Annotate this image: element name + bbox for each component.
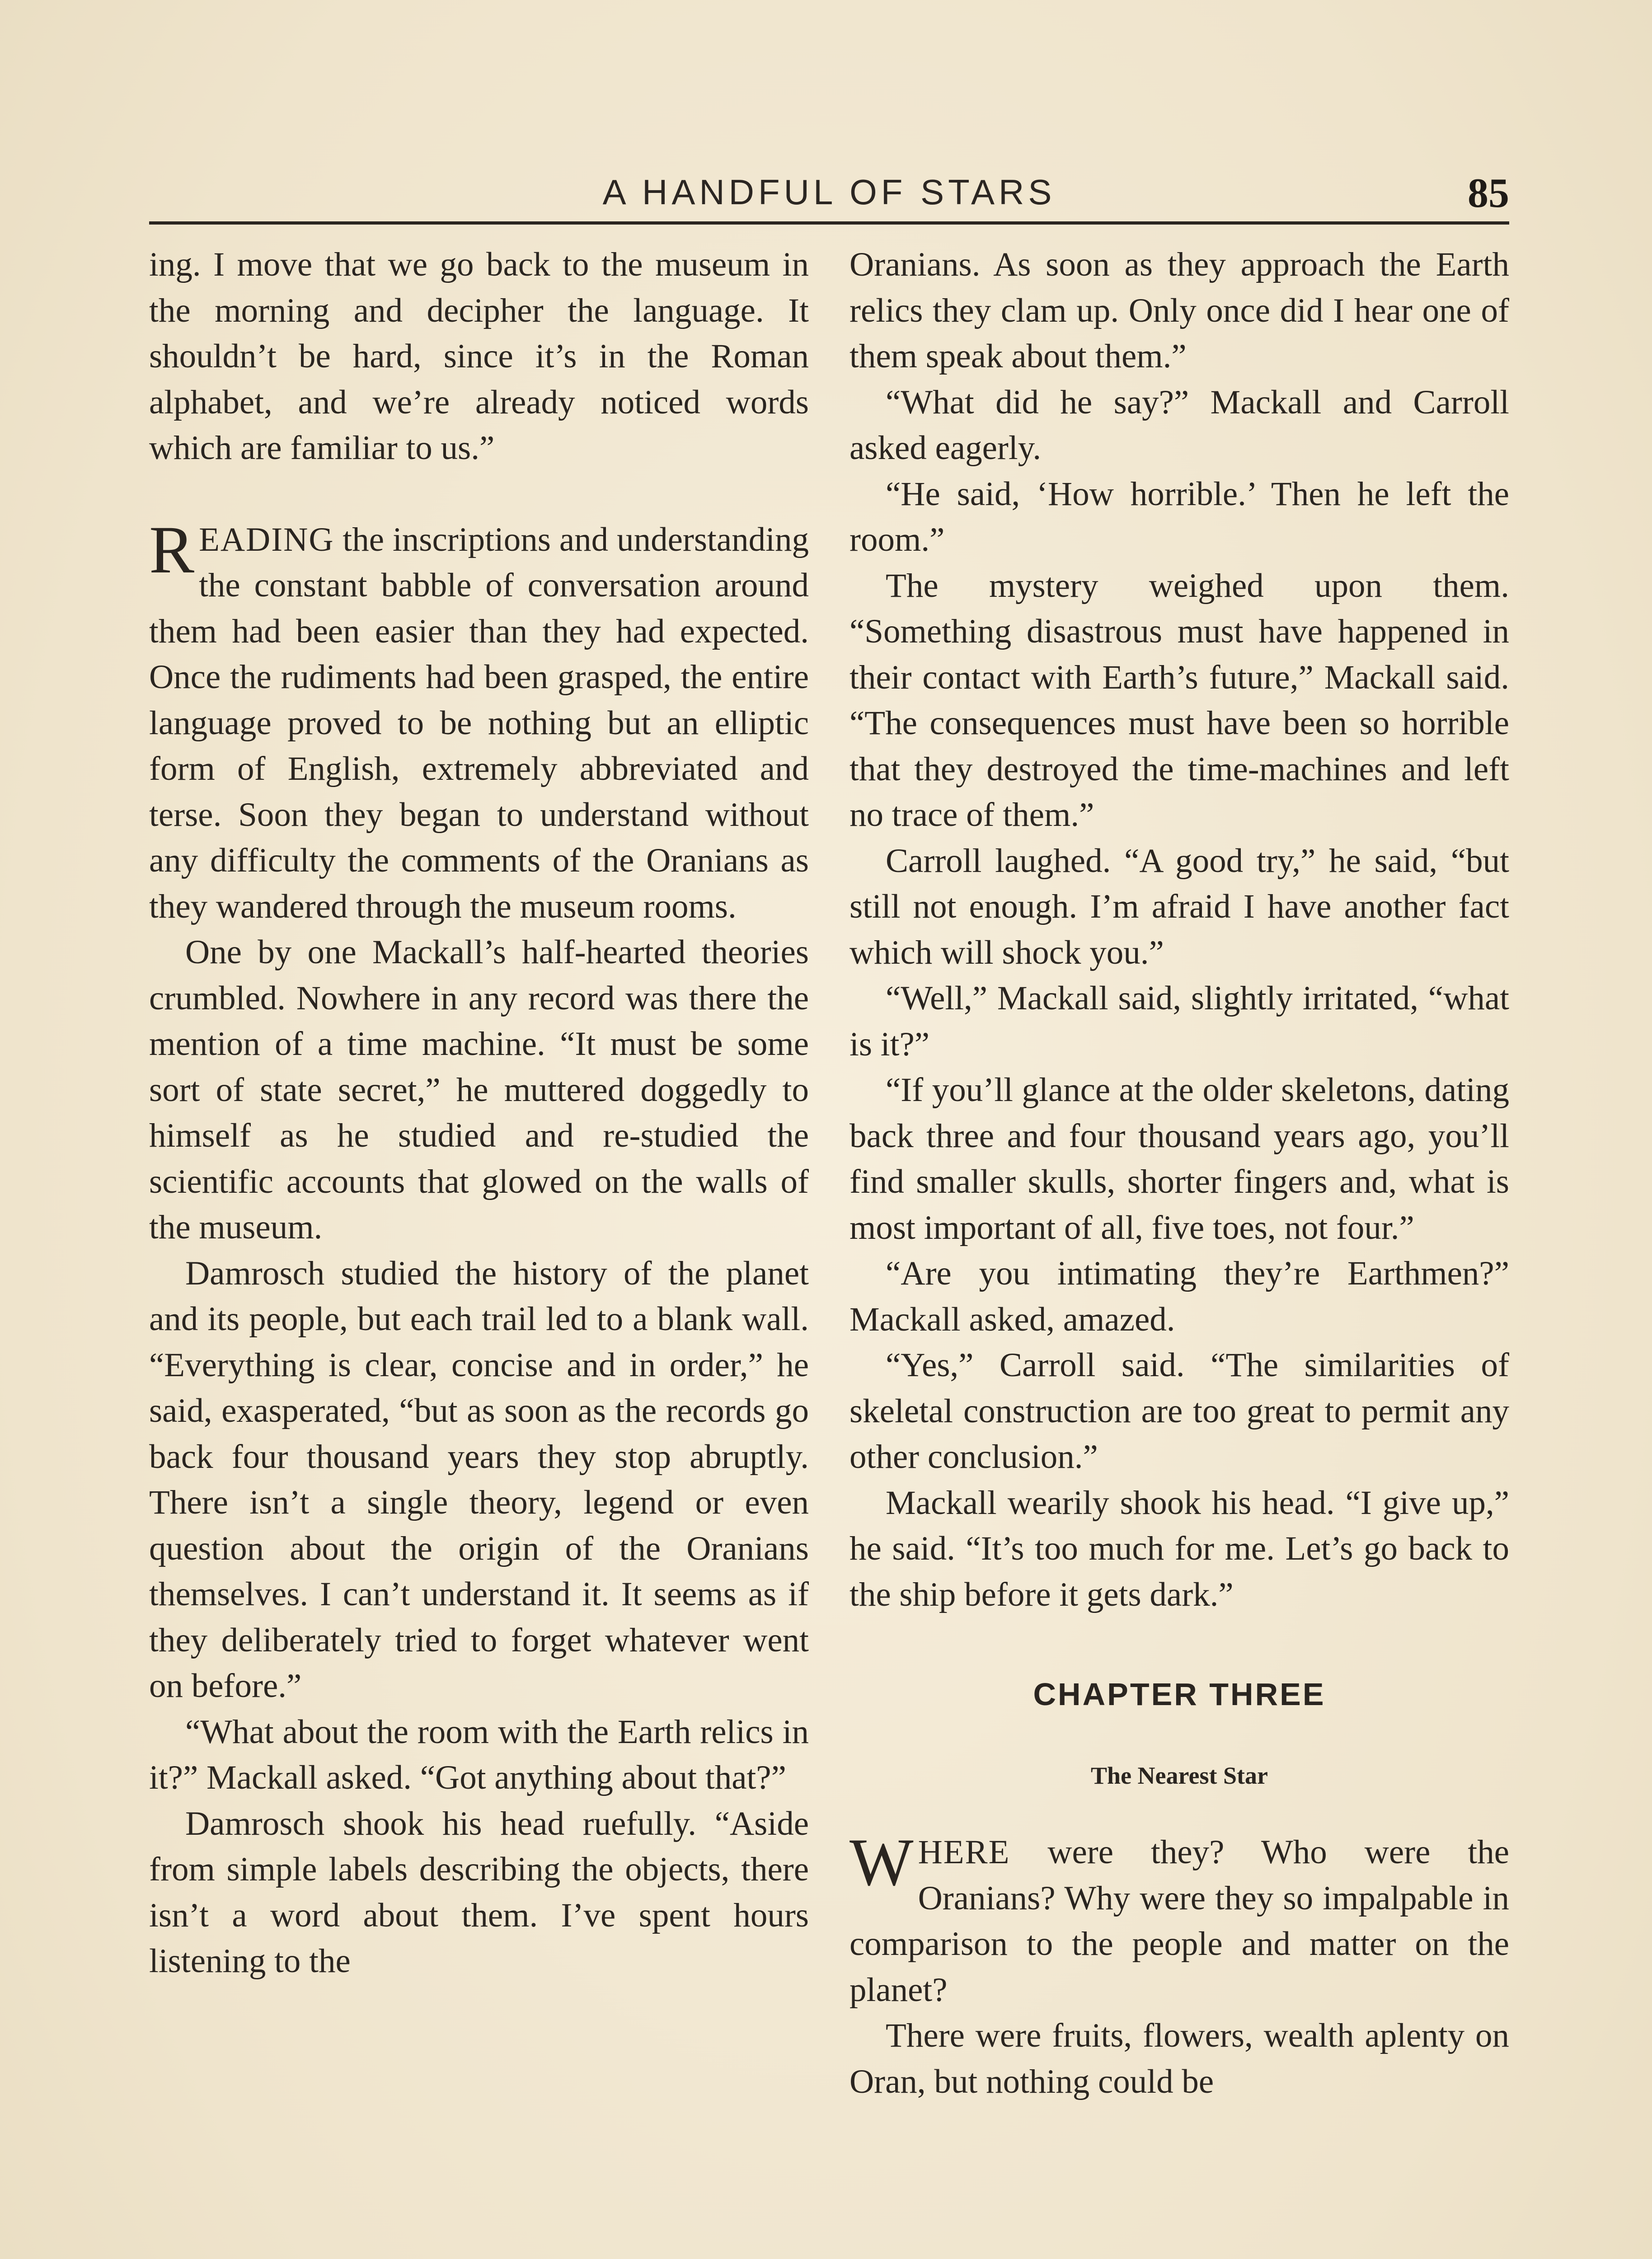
paragraph: “Are you intimating they’re Earthmen?” Mackall asked, amazed. [849, 1255, 1509, 1338]
paragraph: One by one Mackall’s half-hearted theories crumbled. Nowhere in any record was there the mention of a time machine. “It must be some sort of state secret,” he muttered doggedly to himself as he studied and re-studied the scientific accounts that glowed on the walls of the museum. [149, 933, 809, 1246]
paragraph: Damrosch studied the history of the planet and its people, but each trail led to a blank wall. “Everything is clear, concise and in order,” he said, exasperated, “but as soon as the records go back four thousand years they stop abruptly. There isn’t a single theory, legend or even question about the origin of the Oranians themselves. I can’t understand it. It seems as if they deliberately tried to forget whatever went on before.” [149, 1254, 809, 1705]
paragraph-text: the inscriptions and understanding the constant babble of conversation around them had been easier than they had expected. Once the rudiments had been grasped, the entire language proved to be nothing but an elliptic form of English, extremely abbreviated and terse. Soon they began to understand without any difficulty the comments of the Oranians as they wandered through the museum rooms. [149, 520, 809, 925]
running-head: A HANDFUL OF STARS [602, 172, 1056, 212]
paragraph: “What about the room with the Earth relics in it?” Mackall asked. “Got anything about that?” [149, 1713, 809, 1796]
paragraph-dropcap [849, 1825, 1509, 2013]
paragraph: Carroll laughed. “A good try,” he said, “but still not enough. I’m afraid I have another fact which will shock you.” [849, 842, 1509, 971]
paragraph-dropcap [149, 512, 809, 930]
paragraph: Oranians. As soon as they approach the Earth relics they clam up. Only once did I hear one of them speak about them.” [849, 246, 1509, 375]
paragraph: Mackall wearily shook his head. “I give up,” he said. “It’s too much for me. Let’s go back to the ship before it gets dark.” [849, 1484, 1509, 1613]
paragraph: “Well,” Mackall said, slightly irritated, “what is it?” [849, 980, 1509, 1063]
chapter-subtitle: The Nearest Star [1091, 1762, 1268, 1789]
small-caps-lead: EADING [199, 520, 334, 558]
small-caps-lead: HERE [918, 1833, 1010, 1871]
drop-cap: R [149, 512, 195, 587]
paragraph: “Yes,” Carroll said. “The similarities of skeletal construction are too great to permit any other conclusion.” [849, 1346, 1509, 1476]
paragraph: “What did he say?” Mackall and Carroll asked eagerly. [849, 383, 1509, 467]
paragraph: There were fruits, flowers, wealth aplenty on Oran, but nothing could be [849, 2017, 1509, 2100]
paragraph-text: were they? Who were the Oranians? Why were they so impalpable in comparison to the people and matter on the planet? [849, 1833, 1509, 2009]
chapter-title: CHAPTER THREE [1033, 1677, 1326, 1712]
drop-cap: W [849, 1825, 914, 1900]
paragraph: “He said, ‘How horrible.’ Then he left the room.” [849, 475, 1509, 558]
paragraph: The mystery weighed upon them. “Something disastrous must have happened in their contact with Earth’s future,” Mackall said. “The consequences must have been so horrible that they destroyed the time-machines and left no trace of them.” [849, 567, 1509, 834]
paragraph: ing. I move that we go back to the museum in the morning and decipher the language. It shouldn’t be hard, since it’s in the Roman alphabet, and we’re already noticed words which are familiar to us.” [149, 246, 809, 467]
paragraph: “If you’ll glance at the older skeletons, dating back three and four thousand years ago, you’ll find smaller skulls, shorter fingers and, what is most important of all, five toes, not four.” [849, 1071, 1509, 1247]
page-number: 85 [1468, 170, 1509, 216]
page-header [149, 167, 1509, 221]
left-column [149, 242, 809, 1984]
paragraph: Damrosch shook his head ruefully. “Aside from simple labels describing the objects, there isn’t a word about them. I’ve spent hours listening to the [149, 1804, 809, 1980]
right-column [849, 242, 1509, 2104]
header-rule [149, 221, 1509, 225]
